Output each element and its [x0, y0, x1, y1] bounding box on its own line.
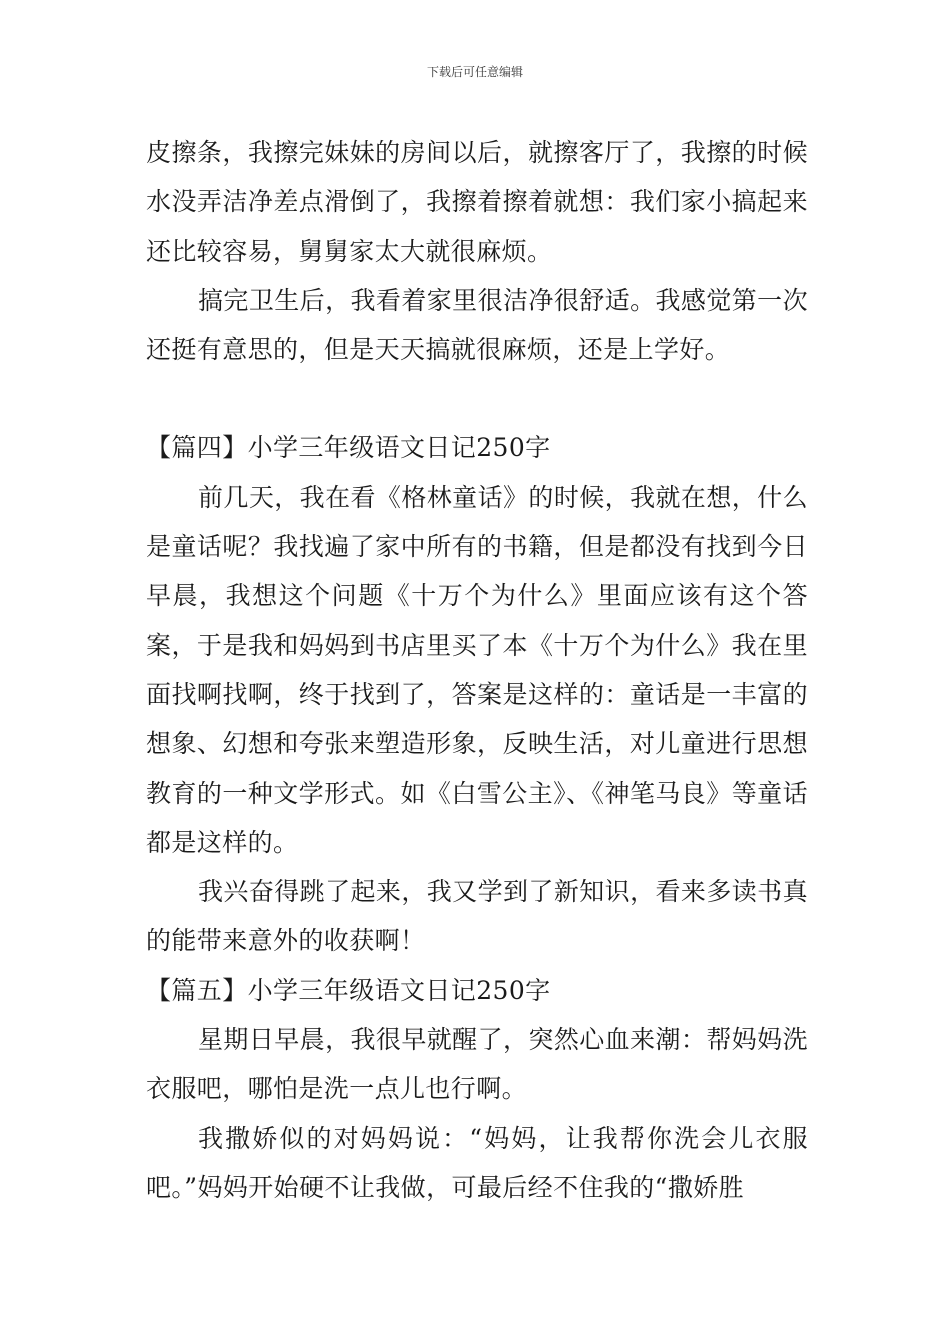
paragraph-cleaning-conclusion: 搞完卫生后，我看着家里很洁净很舒适。我感觉第一次还挺有意思的，但是天天搞就很麻烦，还是上学好。: [146, 285, 808, 365]
paragraph-excitement: 我兴奋得跳了起来，我又学到了新知识，看来多读书真的能带来意外的收获啊！: [146, 877, 808, 956]
paragraph-sunday: 星期日早晨，我很早就醒了，突然心血来潮：帮妈妈洗衣服吧，哪怕是洗一点儿也行啊。: [146, 1025, 808, 1104]
paragraph-continued: 皮擦条，我擦完妹妹的房间以后，就擦客厅了，我擦的时候水没弄洁净差点滑倒了，我擦着擦着就想：我们家小搞起来还比较容易，舅舅家太大就很麻烦。: [146, 138, 808, 266]
section-heading-4: 【篇四】小学三年级语文日记250字: [146, 433, 551, 463]
paragraph-laundry: 我撒娇似的对妈妈说：“妈妈，让我帮你洗会儿衣服吧。”妈妈开始硬不让我做，可最后经不住我的“撒娇胜: [146, 1123, 808, 1202]
paragraph-fairy-tale: 前几天，我在看《格林童话》的时候，我就在想，什么是童话呢？我找遍了家中所有的书籍，但是都没有找到今日早晨，我想这个问题《十万个为什么》里面应该有这个答案，于是我和妈妈到书店里买了本《十万个为什么》我在里面找啊找啊，终于找到了，答案是这样的：童话是一丰富的想象、幻想和夸张来塑造形象，反映生活，对儿童进行思想教育的一种文学形式。如《白雪公主》、《神笔马良》等童话都是这样的。: [146, 482, 808, 857]
section-heading-5: 【篇五】小学三年级语文日记250字: [146, 975, 551, 1005]
page-header: 下载后可任意编辑: [426, 65, 523, 79]
section-spacer: [146, 374, 808, 423]
document-body: [146, 128, 808, 1212]
